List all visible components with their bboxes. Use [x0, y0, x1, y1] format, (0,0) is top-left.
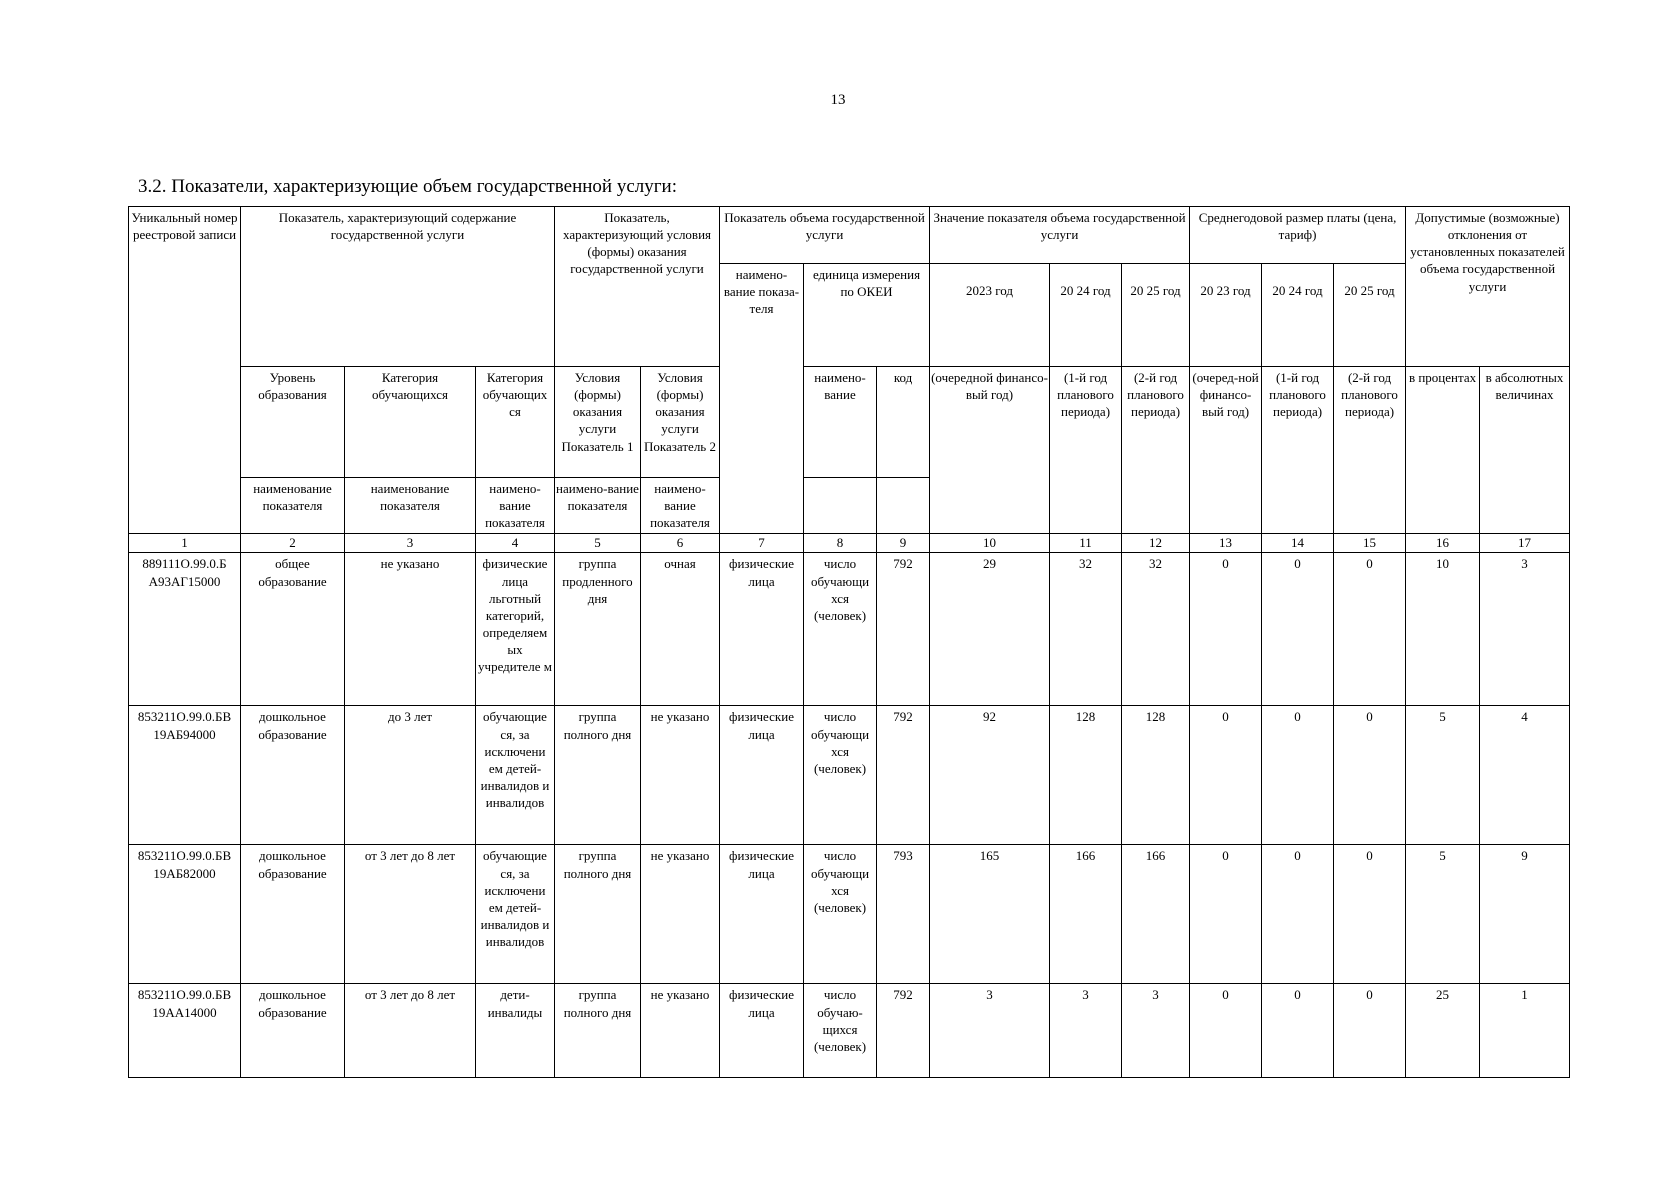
header-row-3	[129, 367, 1570, 478]
table-cell: от 3 лет до 8 лет	[345, 845, 476, 984]
table-cell: число обучающи хся (человек)	[804, 706, 877, 845]
column-number: 13	[1190, 534, 1262, 553]
table-cell: от 3 лет до 8 лет	[345, 984, 476, 1078]
table-cell: дошкольное образование	[241, 706, 345, 845]
table-cell: физические лица	[720, 706, 804, 845]
table-cell: обучающие ся, за исключени ем детей-инвалидов и инвалидов	[476, 845, 555, 984]
table-cell: не указано	[345, 553, 476, 706]
header-second-plan: (2-й год планового периода)	[1122, 367, 1190, 534]
table-cell: физические лица	[720, 553, 804, 706]
header-fee-year-2023: 20 23 год	[1190, 264, 1262, 367]
table-cell: 0	[1190, 845, 1262, 984]
header-unit-code: код	[877, 367, 930, 478]
table-cell: 792	[877, 984, 930, 1078]
header-unit-name: наимено-вание	[804, 367, 877, 478]
table-row	[129, 553, 1570, 706]
table-cell: 3	[1480, 553, 1570, 706]
table-cell: 792	[877, 706, 930, 845]
page-number: 13	[830, 92, 846, 108]
table-cell: 29	[930, 553, 1050, 706]
header-year-2023: 2023 год	[930, 264, 1050, 367]
table-cell: группа полного дня	[555, 706, 641, 845]
table-cell: дошкольное образование	[241, 845, 345, 984]
table-cell: 166	[1122, 845, 1190, 984]
table-cell: 128	[1122, 706, 1190, 845]
table-cell: 0	[1262, 845, 1334, 984]
table-cell: 853211О.99.0.БВ 19АБ82000	[129, 845, 241, 984]
table-cell: 793	[877, 845, 930, 984]
table-cell: 0	[1262, 553, 1334, 706]
header-fee-first-plan: (1-й год планового периода)	[1262, 367, 1334, 534]
table-cell: 792	[877, 553, 930, 706]
header-year-2024: 20 24 год	[1050, 264, 1122, 367]
table-cell: не указано	[641, 845, 720, 984]
column-number: 8	[804, 534, 877, 553]
table-cell: 25	[1406, 984, 1480, 1078]
header-name-indicator-2: наименование показателя	[345, 478, 476, 534]
header-name-indicator-1: наименование показателя	[241, 478, 345, 534]
table-cell: 0	[1334, 553, 1406, 706]
header-unit-code-blank	[877, 478, 930, 534]
table-cell: не указано	[641, 984, 720, 1078]
header-fee-second-plan: (2-й год планового периода)	[1334, 367, 1406, 534]
table-cell: 10	[1406, 553, 1480, 706]
table-cell: 853211О.99.0.БВ 19АБ94000	[129, 706, 241, 845]
header-name-indicator-4: наимено-вание показателя	[555, 478, 641, 534]
column-number: 2	[241, 534, 345, 553]
column-number: 3	[345, 534, 476, 553]
table-cell: физические лица льготный категорий, определяем ых учредителе м	[476, 553, 555, 706]
table-cell: 0	[1190, 553, 1262, 706]
table-cell: 32	[1050, 553, 1122, 706]
column-number: 9	[877, 534, 930, 553]
table-cell: число обучающи хся (человек)	[804, 553, 877, 706]
table-cell: 853211О.99.0.БВ 19АА14000	[129, 984, 241, 1078]
table-row	[129, 706, 1570, 845]
table-cell: 92	[930, 706, 1050, 845]
table-cell: число обучающи хся (человек)	[804, 845, 877, 984]
column-number: 15	[1334, 534, 1406, 553]
header-year-2025: 20 25 год	[1122, 264, 1190, 367]
column-number: 17	[1480, 534, 1570, 553]
table-cell: 4	[1480, 706, 1570, 845]
table-cell: 5	[1406, 706, 1480, 845]
table-cell: 0	[1190, 984, 1262, 1078]
table-cell: 5	[1406, 845, 1480, 984]
table-cell: 3	[930, 984, 1050, 1078]
header-volume-indicator: Показатель объема государственной услуги	[720, 207, 930, 264]
table-cell: 128	[1050, 706, 1122, 845]
table-cell: группа полного дня	[555, 845, 641, 984]
header-content-indicator: Показатель, характеризующий содержание государственной услуги	[241, 207, 555, 367]
table-cell: 0	[1262, 984, 1334, 1078]
header-condition-1: Условия (формы) оказания услуги Показатель 1	[555, 367, 641, 478]
header-conditions-indicator: Показатель, характеризующий условия (формы) оказания государственной услуги	[555, 207, 720, 367]
table-cell: группа продленного дня	[555, 553, 641, 706]
column-number: 1	[129, 534, 241, 553]
column-number: 10	[930, 534, 1050, 553]
table-cell: 3	[1122, 984, 1190, 1078]
header-fee-year-2025: 20 25 год	[1334, 264, 1406, 367]
header-name-indicator-5: наимено-вание показателя	[641, 478, 720, 534]
table-cell: 3	[1050, 984, 1122, 1078]
table-cell: 165	[930, 845, 1050, 984]
section-title: 3.2. Показатели, характеризующие объем государственной услуги:	[138, 176, 678, 197]
table-cell: 0	[1262, 706, 1334, 845]
header-avg-fee: Среднегодовой размер платы (цена, тариф)	[1190, 207, 1406, 264]
column-number: 4	[476, 534, 555, 553]
column-number: 14	[1262, 534, 1334, 553]
table-cell: до 3 лет	[345, 706, 476, 845]
header-unit: единица измерения по ОКЕИ	[804, 264, 930, 367]
table-cell: обучающие ся, за исключени ем детей-инвалидов и инвалидов	[476, 706, 555, 845]
table-cell: группа полного дня	[555, 984, 641, 1078]
header-first-plan: (1-й год планового периода)	[1050, 367, 1122, 534]
column-number: 16	[1406, 534, 1480, 553]
header-volume-value: Значение показателя объема государственной услуги	[930, 207, 1190, 264]
table-cell: очная	[641, 553, 720, 706]
table-cell: 889111О.99.0.Б А93АГ15000	[129, 553, 241, 706]
header-absolute: в абсолютных величинах	[1480, 367, 1570, 534]
table-cell: физические лица	[720, 845, 804, 984]
table-cell: 32	[1122, 553, 1190, 706]
table-row	[129, 984, 1570, 1078]
table-cell: 1	[1480, 984, 1570, 1078]
header-ochered: (очередной финансо-вый год)	[930, 367, 1050, 534]
column-number: 7	[720, 534, 804, 553]
header-fee-year-2024: 20 24 год	[1262, 264, 1334, 367]
table-cell: общее образование	[241, 553, 345, 706]
table-cell: 0	[1334, 706, 1406, 845]
volume-indicators-table	[128, 206, 1570, 1078]
header-unique-number: Уникальный номер реестровой записи	[129, 207, 241, 534]
header-row-1	[129, 207, 1570, 264]
column-number: 6	[641, 534, 720, 553]
header-percent: в процентах	[1406, 367, 1480, 534]
column-numbers-row	[129, 534, 1570, 553]
header-fee-ochered: (очеред-ной финансо-вый год)	[1190, 367, 1262, 534]
header-level: Уровень образования	[241, 367, 345, 478]
table-cell: 0	[1190, 706, 1262, 845]
table-cell: дети-инвалиды	[476, 984, 555, 1078]
header-category-students: Категория обучающихся	[345, 367, 476, 478]
header-category-students-2: Категория обучающих ся	[476, 367, 555, 478]
column-number: 5	[555, 534, 641, 553]
table-cell: дошкольное образование	[241, 984, 345, 1078]
table-cell: 0	[1334, 984, 1406, 1078]
header-name-indicator-3: наимено-вание показателя	[476, 478, 555, 534]
table-cell: не указано	[641, 706, 720, 845]
table-cell: 9	[1480, 845, 1570, 984]
table-cell: физические лица	[720, 984, 804, 1078]
table-row	[129, 845, 1570, 984]
table-cell: 0	[1334, 845, 1406, 984]
table-cell: число обучаю-щихся (человек)	[804, 984, 877, 1078]
header-condition-2: Условия (формы) оказания услуги Показатель 2	[641, 367, 720, 478]
table-cell: 166	[1050, 845, 1122, 984]
column-number: 12	[1122, 534, 1190, 553]
column-number: 11	[1050, 534, 1122, 553]
header-deviations: Допустимые (возможные) отклонения от установленных показателей объема государственной услуги	[1406, 207, 1570, 367]
header-indicator-name: наимено-вание показа-теля	[720, 264, 804, 534]
header-unit-name-blank	[804, 478, 877, 534]
